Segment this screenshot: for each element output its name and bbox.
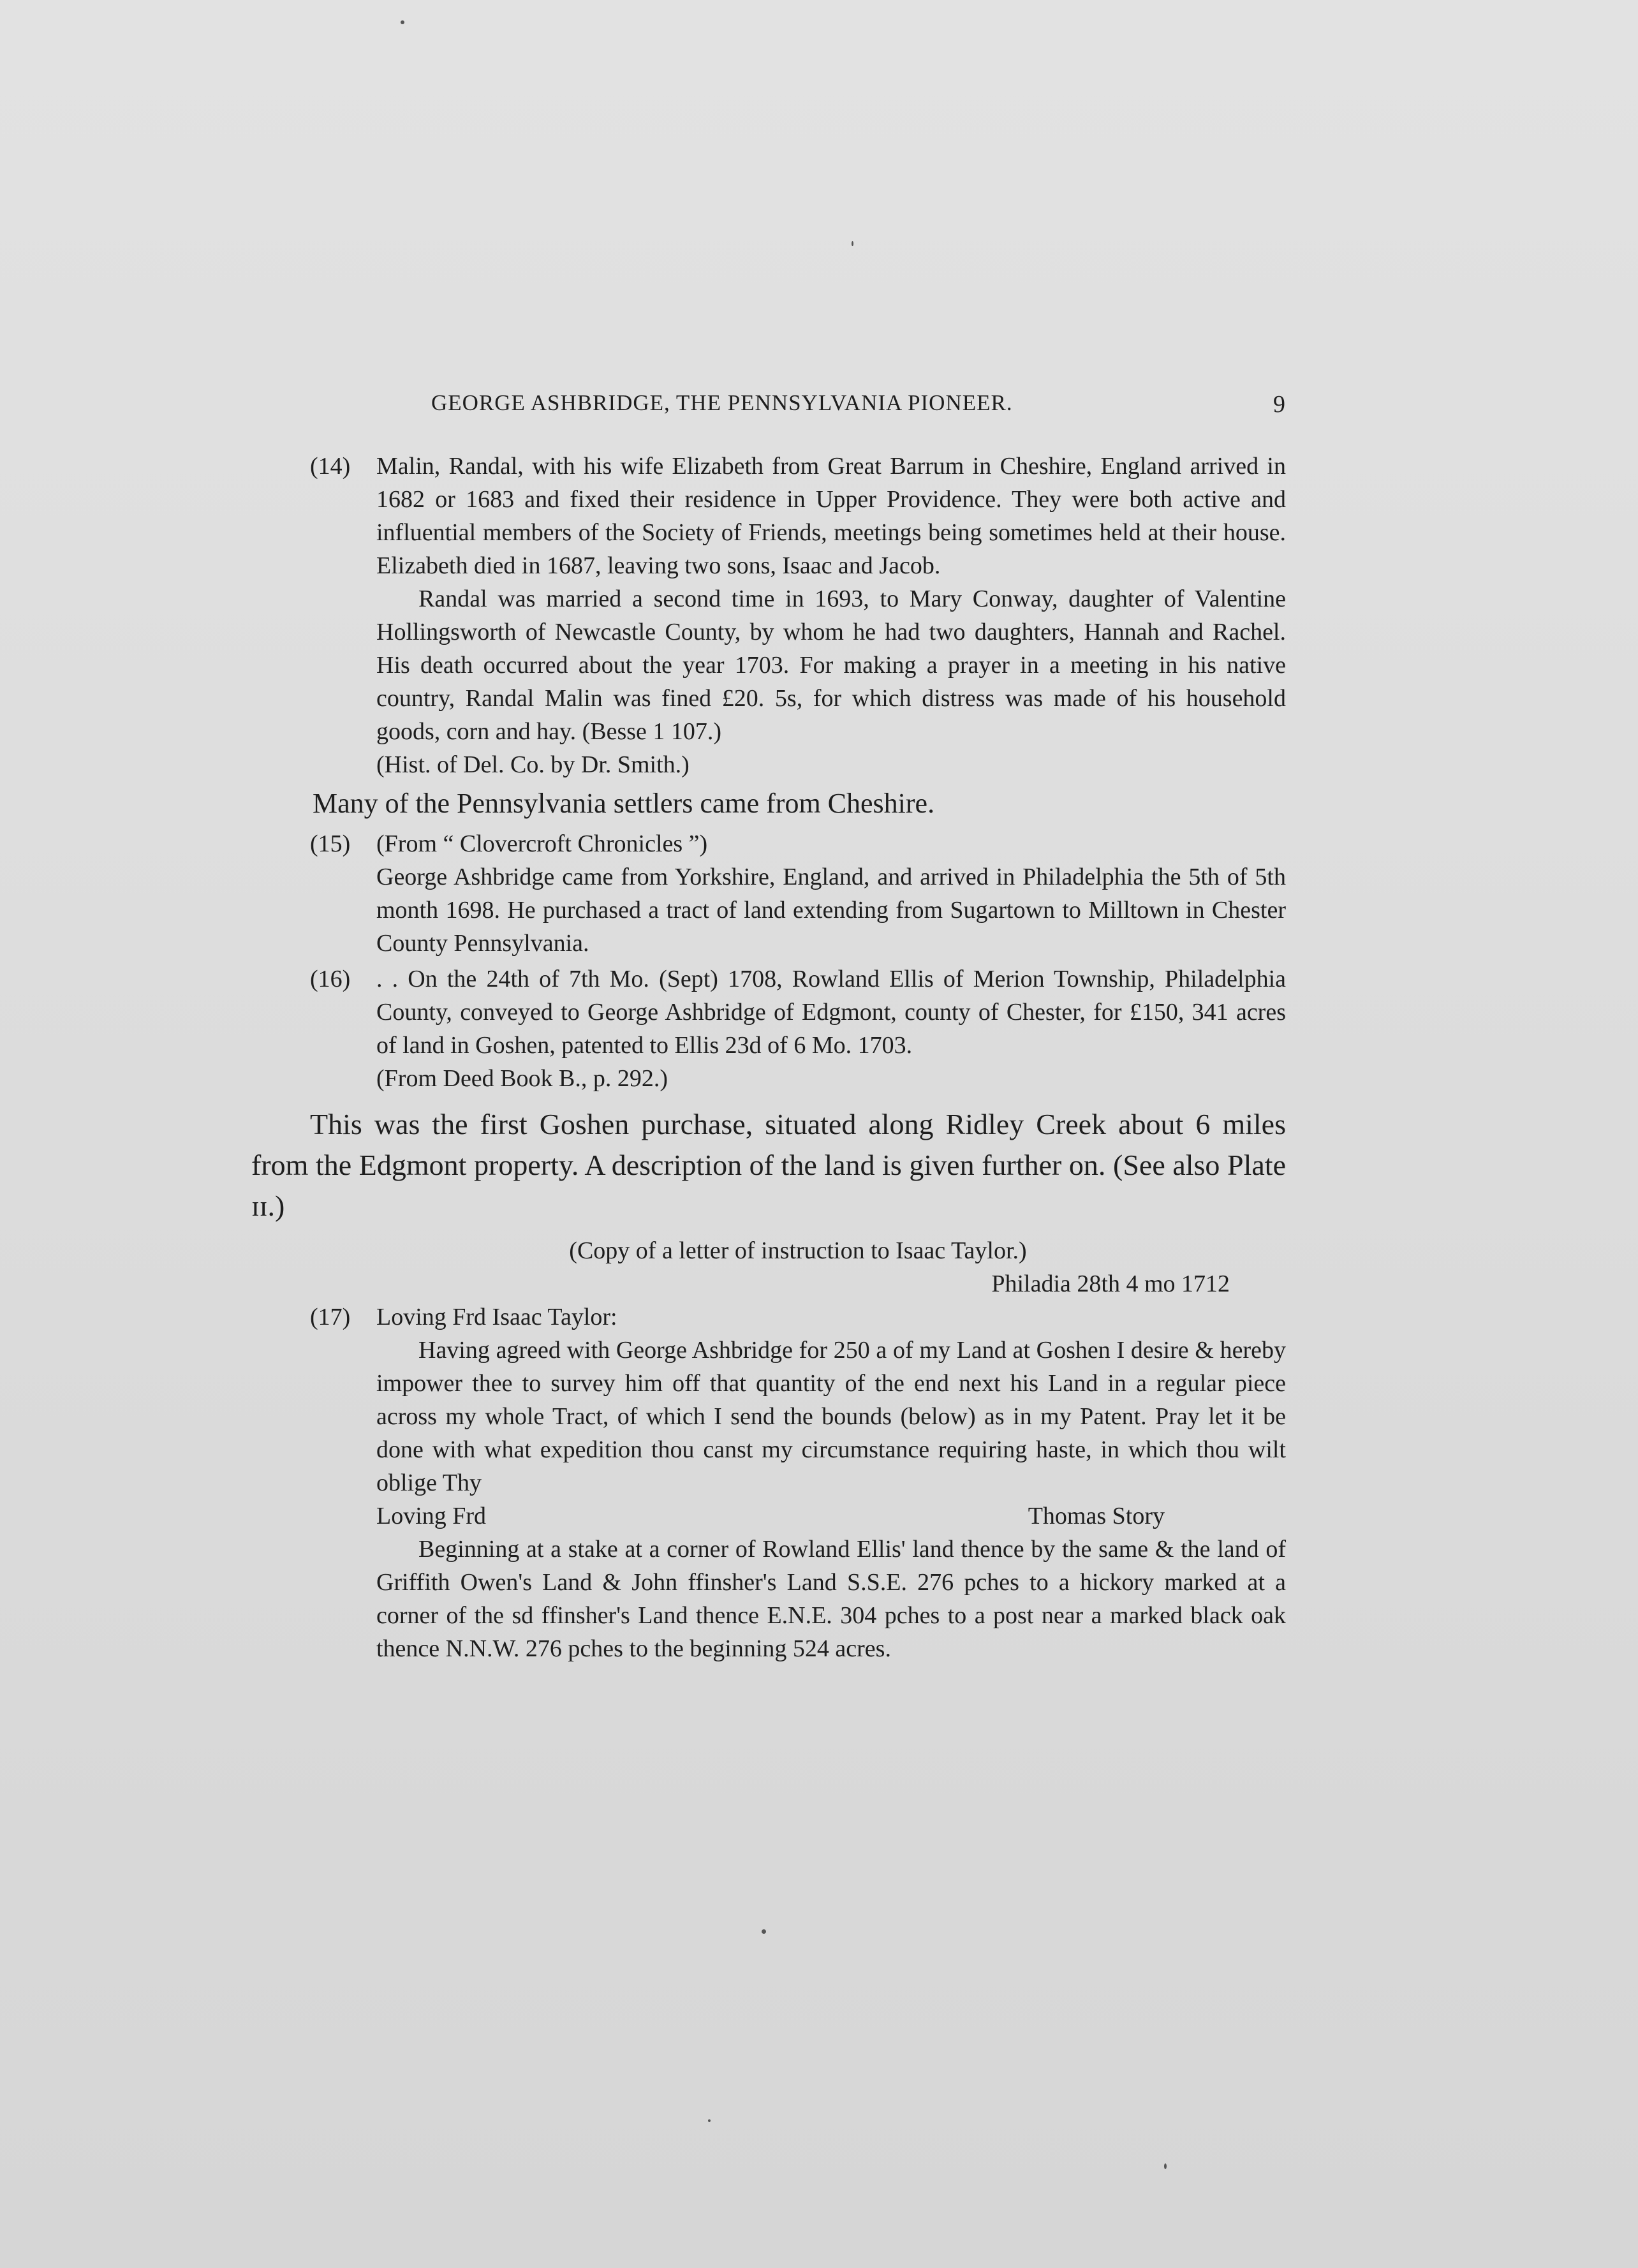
footnote-number: (17) xyxy=(310,1304,351,1330)
page-number: 9 xyxy=(1273,391,1286,418)
footnote-17 xyxy=(310,1300,1286,1665)
running-title: GEORGE ASHBRIDGE, THE PENNSYLVANIA PIONEER. xyxy=(431,390,1013,415)
footnote-16-source: (From Deed Book B., p. 292.) xyxy=(376,1065,668,1092)
running-header xyxy=(431,390,1286,429)
paper-speck xyxy=(708,2119,711,2122)
footnote-14-source: (Hist. of Del. Co. by Dr. Smith.) xyxy=(376,751,690,778)
letter-salutation: Loving Frd Isaac Taylor: xyxy=(376,1304,617,1330)
footnote-number: (16) xyxy=(310,966,351,992)
footnote-14-para-1: Malin, Randal, with his wife Elizabeth from Great Barrum in Cheshire, England arrived in 1682 or 1683 and fixed their residence in Upper Providence. They were both active and influential members of the Society of Friends, meetings being sometimes held at their house. Elizabeth died in 1687, leaving two sons, Isaac and Jacob. xyxy=(376,453,1286,579)
letter-signature: Thomas Story xyxy=(1028,1503,1165,1529)
footnote-15-para: George Ashbridge came from Yorkshire, England, and arrived in Philadelphia the 5th of 5th month 1698. He purchased a tract of land extending from Sugartown to Milltown in Chester County Pennsylvania. xyxy=(376,864,1286,957)
letter-body: Having agreed with George Ashbridge for 250 a of my Land at Goshen I desire & hereby impower thee to survey him off that quantity of the end next his Land in a regular piece across my whole Tract, of which I send the bounds (below) as in my Patent. Pray let it be done with what expedition thou canst my circumstance requiring haste, in which thou wilt oblige Thy xyxy=(376,1337,1286,1496)
paper-speck xyxy=(401,20,404,24)
paper-speck xyxy=(762,1929,766,1934)
footnote-15-intro: (From “ Clovercroft Chronicles ”) xyxy=(376,830,708,857)
letter-signoff xyxy=(376,1499,1286,1533)
footnote-number: (14) xyxy=(310,453,351,480)
footnote-16 xyxy=(310,962,1286,1095)
page-body xyxy=(251,450,1286,1665)
land-bounds: Beginning at a stake at a corner of Rowland Ellis' land thence by the same & the land of Griffith Owen's Land & John ffinsher's Land S.S.E. 276 pches to a hickory marked at a corner of the sd ffinsher's Land thence E.N.E. 304 pches to a post near a marked black oak thence N.N.W. 276 pches to the beginning 524 acres. xyxy=(376,1536,1286,1662)
paper-speck xyxy=(852,241,853,246)
paper-speck xyxy=(1164,2163,1167,2169)
footnote-14 xyxy=(310,450,1286,781)
letter-caption: (Copy of a letter of instruction to Isaac Taylor.) xyxy=(569,1237,1027,1264)
letter-date: Philadia 28th 4 mo 1712 xyxy=(991,1270,1230,1297)
footnote-15 xyxy=(310,827,1286,960)
footnote-number: (15) xyxy=(310,830,351,857)
cheshire-statement: Many of the Pennsylvania settlers came from Cheshire. xyxy=(313,788,935,819)
letter-closing: Loving Frd xyxy=(376,1503,487,1529)
goshen-paragraph: This was the first Goshen purchase, situated along Ridley Creek about 6 miles from the Edgmont property. A description of the land is given further on. (See also Plate ɪɪ.) xyxy=(251,1108,1286,1222)
footnote-14-para-2: Randal was married a second time in 1693, to Mary Conway, daughter of Valentine Hollingsworth of Newcastle County, by whom he had two daughters, Hannah and Rachel. His death occurred about the year 1703. For making a prayer in a meeting in his native country, Randal Malin was fined £20. 5s, for which distress was made of his household goods, corn and hay. (Besse 1 107.) xyxy=(376,585,1286,745)
footnote-16-para: . . On the 24th of 7th Mo. (Sept) 1708, Rowland Ellis of Merion Township, Philadelphia County, conveyed to George Ashbridge of Edgmont, county of Chester, for £150, 341 acres of land in Goshen, patented to Ellis 23d of 6 Mo. 1703. xyxy=(376,966,1286,1059)
